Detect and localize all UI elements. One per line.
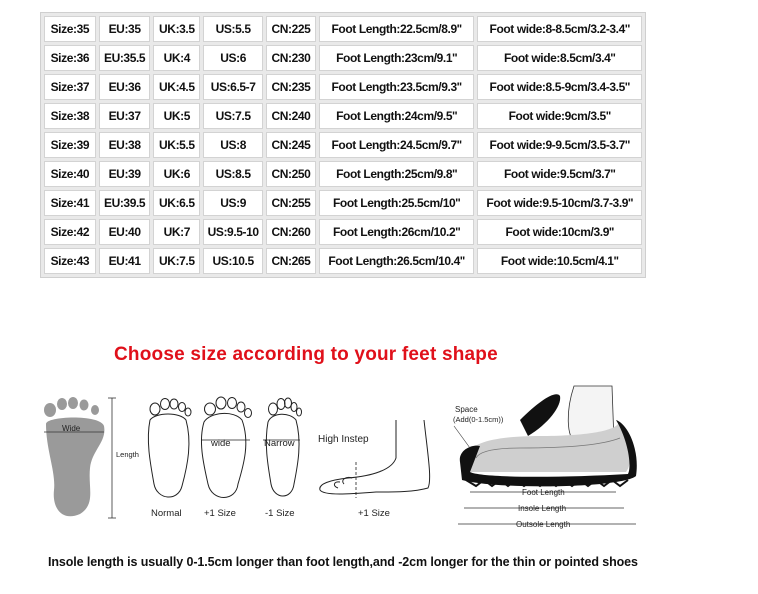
foot-length-label: Foot Length (522, 488, 565, 497)
us-cell: US:5.5 (203, 16, 263, 42)
size-chart-table (40, 12, 646, 278)
us-cell: US:7.5 (203, 103, 263, 129)
cn-cell: CN:240 (266, 103, 316, 129)
high-instep-title: High Instep (318, 434, 369, 445)
high-instep-foot-icon (320, 420, 430, 494)
uk-cell: UK:7.5 (153, 248, 200, 274)
size-cell: Size:36 (44, 45, 96, 71)
foot-length-cell: Foot Length:25cm/9.8'' (319, 161, 475, 187)
us-cell: US:10.5 (203, 248, 263, 274)
eu-cell: EU:35.5 (99, 45, 151, 71)
size-row (44, 16, 642, 42)
uk-cell: UK:6 (153, 161, 200, 187)
foot-length-cell: Foot Length:26.5cm/10.4'' (319, 248, 475, 274)
size-cell: Size:42 (44, 219, 96, 245)
insole-note: Insole length is usually 0-1.5cm longer than foot length,and -2cm longer for the thin or pointed shoes (48, 555, 638, 569)
us-cell: US:6.5-7 (203, 74, 263, 100)
footprint-icon (44, 397, 104, 516)
cn-cell: CN:225 (266, 16, 316, 42)
wide-size-label: +1 Size (204, 508, 236, 519)
size-row (44, 161, 642, 187)
foot-wide-cell: Foot wide:8.5-9cm/3.4-3.5'' (477, 74, 642, 100)
size-row (44, 74, 642, 100)
foot-wide-cell: Foot wide:9.5cm/3.7'' (477, 161, 642, 187)
cn-cell: CN:230 (266, 45, 316, 71)
footprint-length-label: Length (116, 450, 139, 459)
size-row (44, 132, 642, 158)
uk-cell: UK:5.5 (153, 132, 200, 158)
high-instep-size-label: +1 Size (358, 508, 390, 519)
size-cell: Size:38 (44, 103, 96, 129)
foot-length-cell: Foot Length:25.5cm/10'' (319, 190, 475, 216)
size-cell: Size:40 (44, 161, 96, 187)
foot-wide-cell: Foot wide:9cm/3.5'' (477, 103, 642, 129)
foot-length-cell: Foot Length:22.5cm/8.9'' (319, 16, 475, 42)
us-cell: US:8 (203, 132, 263, 158)
foot-wide-cell: Foot wide:10.5cm/4.1'' (477, 248, 642, 274)
cn-cell: CN:255 (266, 190, 316, 216)
uk-cell: UK:7 (153, 219, 200, 245)
cn-cell: CN:260 (266, 219, 316, 245)
size-row (44, 45, 642, 71)
uk-cell: UK:4 (153, 45, 200, 71)
size-cell: Size:39 (44, 132, 96, 158)
foot-wide-cell: Foot wide:10cm/3.9'' (477, 219, 642, 245)
foot-length-cell: Foot Length:23cm/9.1'' (319, 45, 475, 71)
narrow-size-label: -1 Size (265, 508, 295, 519)
foot-wide-cell: Foot wide:8-8.5cm/3.2-3.4'' (477, 16, 642, 42)
normal-foot-icon (148, 399, 191, 498)
insole-length-label: Insole Length (518, 504, 567, 513)
eu-cell: EU:36 (99, 74, 151, 100)
foot-wide-cell: Foot wide:9-9.5cm/3.5-3.7'' (477, 132, 642, 158)
cn-cell: CN:250 (266, 161, 316, 187)
foot-length-cell: Foot Length:23.5cm/9.3'' (319, 74, 475, 100)
us-cell: US:9.5-10 (203, 219, 263, 245)
foot-length-cell: Foot Length:26cm/10.2'' (319, 219, 475, 245)
headline: Choose size according to your feet shape (114, 344, 498, 365)
eu-cell: EU:37 (99, 103, 151, 129)
foot-shape-guide (0, 380, 758, 530)
us-cell: US:8.5 (203, 161, 263, 187)
size-row (44, 190, 642, 216)
space-add-label: (Add(0-1.5cm)) (453, 415, 504, 424)
eu-cell: EU:40 (99, 219, 151, 245)
eu-cell: EU:38 (99, 132, 151, 158)
size-cell: Size:37 (44, 74, 96, 100)
uk-cell: UK:3.5 (153, 16, 200, 42)
eu-cell: EU:39.5 (99, 190, 151, 216)
cn-cell: CN:235 (266, 74, 316, 100)
foot-wide-cell: Foot wide:8.5cm/3.4'' (477, 45, 642, 71)
outsole-length-label: Outsole Length (516, 520, 571, 529)
us-cell: US:6 (203, 45, 263, 71)
foot-wide-cell: Foot wide:9.5-10cm/3.7-3.9'' (477, 190, 642, 216)
us-cell: US:9 (203, 190, 263, 216)
space-label: Space (455, 405, 478, 414)
cn-cell: CN:265 (266, 248, 316, 274)
uk-cell: UK:6.5 (153, 190, 200, 216)
eu-cell: EU:41 (99, 248, 151, 274)
uk-cell: UK:5 (153, 103, 200, 129)
uk-cell: UK:4.5 (153, 74, 200, 100)
shoe-cross-section-icon (460, 386, 637, 486)
size-cell: Size:41 (44, 190, 96, 216)
narrow-tag-label: Narrow (264, 438, 295, 449)
normal-size-label: Normal (151, 508, 182, 519)
eu-cell: EU:35 (99, 16, 151, 42)
eu-cell: EU:39 (99, 161, 151, 187)
size-row (44, 219, 642, 245)
size-row (44, 103, 642, 129)
foot-length-cell: Foot Length:24cm/9.5'' (319, 103, 475, 129)
size-row (44, 248, 642, 274)
footprint-wide-label: Wide (62, 424, 81, 433)
size-cell: Size:35 (44, 16, 96, 42)
foot-length-cell: Foot Length:24.5cm/9.7'' (319, 132, 475, 158)
wide-tag-label: wide (211, 438, 231, 449)
size-cell: Size:43 (44, 248, 96, 274)
cn-cell: CN:245 (266, 132, 316, 158)
